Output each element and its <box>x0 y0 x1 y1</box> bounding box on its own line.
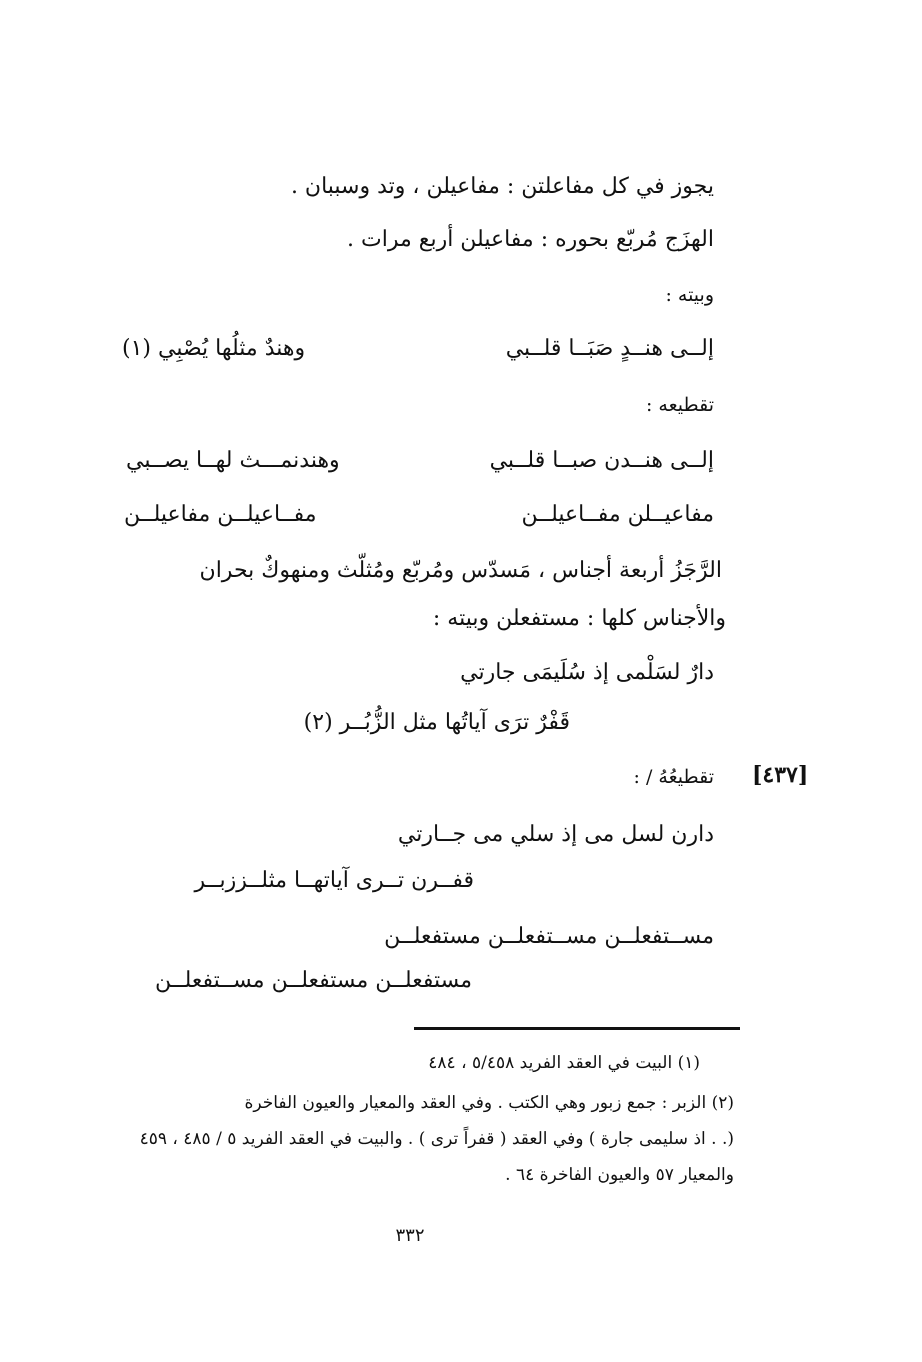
scansion-hemistich: إلــى هنــدن صبــا قلــبي <box>489 448 714 473</box>
prose-line: والأجناس كلها : مستفعلن وبيته : <box>432 606 726 631</box>
prose-line: الرَّجَزُ أربعة أجناس ، مَسدّس ومُربّع ومُثلّث ومنهوكٌ بحران <box>199 558 722 583</box>
prose-line: تقطيعه : <box>645 394 714 416</box>
prose-line: يجوز في كل مفاعلتن : مفاعيلن ، وتد وسببان . <box>290 174 714 199</box>
feet-hemistich: مفــاعيلــن مفاعيلــن <box>124 502 317 527</box>
scansion-hemistich: وهندنمـــث لهــا يصــبي <box>126 448 340 473</box>
verse-hemistich: وهندٌ مثلُها يُصْبِي (١) <box>122 336 306 361</box>
verse-hemistich: إلــى هنــدٍ صَبَــا قلــبي <box>505 336 714 361</box>
page-number: ٣٣٢ <box>395 1225 425 1246</box>
footnote-line: والمعيار ٥٧ والعيون الفاخرة ٦٤ . <box>505 1165 734 1185</box>
prose-line: الهزَج مُربّع بحوره : مفاعيلن أربع مرات . <box>347 227 714 252</box>
scansion-line: قفــرن تــرى آياتهــا مثلــززبــر <box>194 868 474 893</box>
footnote-line: (٢) الزبر : جمع زبور وهي الكتب . وفي العقد والمعيار والعيون الفاخرة <box>244 1093 734 1113</box>
footnote-line: (١) البيت في العقد الفريد ٥/٤٥٨ ، ٤٨٤ <box>428 1053 700 1073</box>
feet-line: مستفعلــن مستفعلــن مســتفعلــن <box>154 968 472 993</box>
prose-line: وبيته : <box>665 284 714 306</box>
prose-line: تقطيعُهُ / : <box>633 766 714 788</box>
margin-page-reference: [٤٣٧] <box>752 762 809 788</box>
footnote-line: (. . اذ سليمى جارة ) وفي العقد ( قفراً ترى ) . والبيت في العقد الفريد ٥ / ٤٨٥ ، ٤٥٩ <box>139 1129 734 1149</box>
scansion-line: دارن لسل مى إذ سلي مى جــارتي <box>397 822 714 847</box>
footnote-divider <box>414 1027 740 1030</box>
verse-line: دارٌ لسَلْمى إذ سُلَيمَى جارتي <box>460 660 714 685</box>
verse-line: قَفْرٌ ترَى آياتُها مثل الزُّبُــر (٢) <box>303 710 570 735</box>
feet-line: مســتفعلــن مســتفعلــن مستفعلــن <box>384 924 714 949</box>
feet-hemistich: مفاعيــلن مفــاعيلــن <box>521 502 714 527</box>
